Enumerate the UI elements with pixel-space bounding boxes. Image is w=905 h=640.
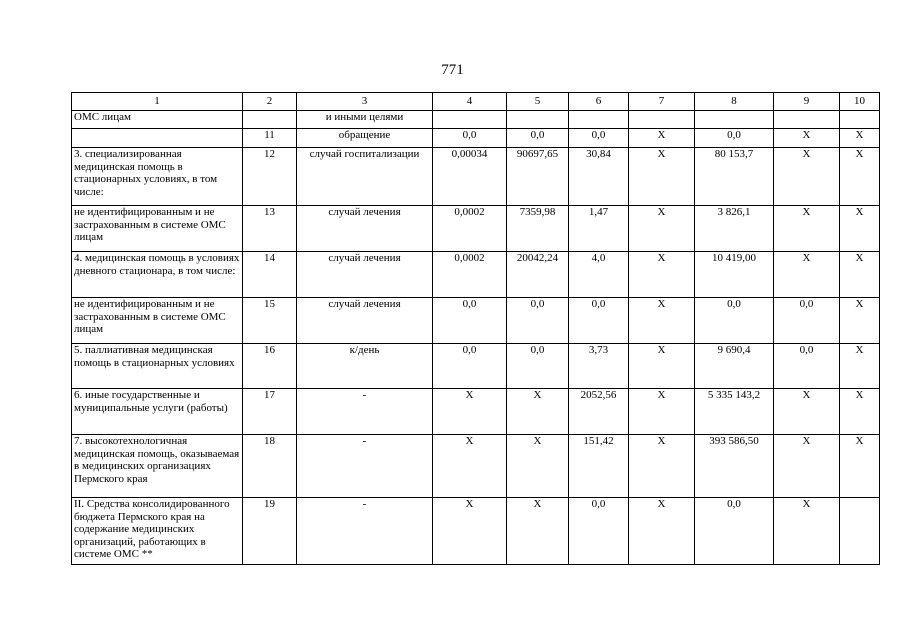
value-cell-col7: X	[629, 498, 695, 565]
data-table	[71, 92, 880, 565]
value-cell-col7	[629, 111, 695, 129]
value-cell-col5: 0,0	[507, 298, 569, 344]
row-code-cell: 11	[243, 129, 297, 148]
value-cell-col6: 3,73	[569, 344, 629, 389]
row-name-cell: не идентифицированным и не застрахованным в системе ОМС лицам	[72, 206, 243, 252]
value-cell-col10: X	[840, 129, 880, 148]
value-cell-col9: 0,0	[774, 298, 840, 344]
row-name-cell: 7. высокотехнологичная медицинская помощь, оказываемая в медицинских организациях Пермского края	[72, 435, 243, 498]
value-cell-col8	[695, 111, 774, 129]
row-code-cell: 13	[243, 206, 297, 252]
value-cell-col8: 393 586,50	[695, 435, 774, 498]
value-cell-col4: 0,0002	[433, 252, 507, 298]
value-cell-col10: X	[840, 252, 880, 298]
value-cell-col8: 0,0	[695, 498, 774, 565]
value-cell-col6: 151,42	[569, 435, 629, 498]
value-cell-col7: X	[629, 344, 695, 389]
value-cell-col7: X	[629, 389, 695, 435]
value-cell-col10: X	[840, 435, 880, 498]
value-cell-col6: 4,0	[569, 252, 629, 298]
row-unit-cell: к/день	[297, 344, 433, 389]
header-cell-8: 8	[695, 93, 774, 111]
value-cell-col7: X	[629, 298, 695, 344]
table-row	[72, 298, 880, 344]
row-unit-cell: и иными целями	[297, 111, 433, 129]
row-code-cell: 17	[243, 389, 297, 435]
value-cell-col8: 3 826,1	[695, 206, 774, 252]
value-cell-col9: X	[774, 498, 840, 565]
value-cell-col8: 0,0	[695, 298, 774, 344]
table-row	[72, 206, 880, 252]
value-cell-col4: 0,0	[433, 344, 507, 389]
value-cell-col10: X	[840, 206, 880, 252]
table-row	[72, 389, 880, 435]
value-cell-col5: 7359,98	[507, 206, 569, 252]
row-code-cell: 19	[243, 498, 297, 565]
value-cell-col9: X	[774, 148, 840, 206]
table-row	[72, 148, 880, 206]
row-unit-cell: случай госпитализации	[297, 148, 433, 206]
value-cell-col10: X	[840, 344, 880, 389]
value-cell-col6: 2052,56	[569, 389, 629, 435]
row-code-cell: 15	[243, 298, 297, 344]
row-name-cell: II. Средства консолидированного бюджета Пермского края на содержание медицинских организаций, работающих в системе ОМС **	[72, 498, 243, 565]
row-unit-cell: -	[297, 435, 433, 498]
row-unit-cell: -	[297, 498, 433, 565]
header-cell-1: 1	[72, 93, 243, 111]
row-name-cell: 5. паллиативная медицинская помощь в стационарных условиях	[72, 344, 243, 389]
value-cell-col10: X	[840, 389, 880, 435]
value-cell-col9: X	[774, 435, 840, 498]
table-row	[72, 111, 880, 129]
row-name-cell: 6. иные государственные и муниципальные услуги (работы)	[72, 389, 243, 435]
row-code-cell: 16	[243, 344, 297, 389]
header-cell-2: 2	[243, 93, 297, 111]
header-cell-6: 6	[569, 93, 629, 111]
value-cell-col10: X	[840, 148, 880, 206]
value-cell-col4: X	[433, 389, 507, 435]
value-cell-col4: X	[433, 498, 507, 565]
value-cell-col9	[774, 111, 840, 129]
value-cell-col4: 0,0002	[433, 206, 507, 252]
table-row	[72, 344, 880, 389]
value-cell-col6: 1,47	[569, 206, 629, 252]
value-cell-col8: 10 419,00	[695, 252, 774, 298]
value-cell-col8: 5 335 143,2	[695, 389, 774, 435]
value-cell-col5: 0,0	[507, 129, 569, 148]
value-cell-col5: X	[507, 498, 569, 565]
value-cell-col8: 80 153,7	[695, 148, 774, 206]
row-name-cell: не идентифицированным и не застрахованным в системе ОМС лицам	[72, 298, 243, 344]
row-unit-cell: случай лечения	[297, 206, 433, 252]
value-cell-col5	[507, 111, 569, 129]
row-unit-cell: случай лечения	[297, 298, 433, 344]
row-name-cell: 4. медицинская помощь в условиях дневного стационара, в том числе:	[72, 252, 243, 298]
value-cell-col6	[569, 111, 629, 129]
row-unit-cell: случай лечения	[297, 252, 433, 298]
value-cell-col8: 9 690,4	[695, 344, 774, 389]
value-cell-col10	[840, 498, 880, 565]
value-cell-col5: 0,0	[507, 344, 569, 389]
row-unit-cell: обращение	[297, 129, 433, 148]
row-name-cell: 3. специализированная медицинская помощь в стационарных условиях, в том числе:	[72, 148, 243, 206]
value-cell-col9: X	[774, 206, 840, 252]
value-cell-col4: 0,00034	[433, 148, 507, 206]
value-cell-col4: 0,0	[433, 298, 507, 344]
value-cell-col6: 30,84	[569, 148, 629, 206]
value-cell-col9: 0,0	[774, 344, 840, 389]
header-cell-10: 10	[840, 93, 880, 111]
header-cell-7: 7	[629, 93, 695, 111]
header-cell-5: 5	[507, 93, 569, 111]
value-cell-col4	[433, 111, 507, 129]
value-cell-col7: X	[629, 148, 695, 206]
page-number: 771	[441, 62, 464, 78]
header-cell-3: 3	[297, 93, 433, 111]
table-row	[72, 252, 880, 298]
header-row	[72, 93, 880, 111]
header-cell-4: 4	[433, 93, 507, 111]
value-cell-col9: X	[774, 252, 840, 298]
row-code-cell: 12	[243, 148, 297, 206]
value-cell-col10	[840, 111, 880, 129]
value-cell-col5: 20042,24	[507, 252, 569, 298]
value-cell-col9: X	[774, 129, 840, 148]
table-body	[72, 93, 880, 565]
value-cell-col6: 0,0	[569, 498, 629, 565]
table-row	[72, 435, 880, 498]
row-code-cell	[243, 111, 297, 129]
value-cell-col8: 0,0	[695, 129, 774, 148]
row-code-cell: 18	[243, 435, 297, 498]
row-name-cell: ОМС лицам	[72, 111, 243, 129]
value-cell-col7: X	[629, 435, 695, 498]
value-cell-col4: X	[433, 435, 507, 498]
row-code-cell: 14	[243, 252, 297, 298]
value-cell-col7: X	[629, 252, 695, 298]
row-unit-cell: -	[297, 389, 433, 435]
table-row	[72, 498, 880, 565]
row-name-cell	[72, 129, 243, 148]
value-cell-col7: X	[629, 129, 695, 148]
value-cell-col5: 90697,65	[507, 148, 569, 206]
value-cell-col9: X	[774, 389, 840, 435]
value-cell-col5: X	[507, 435, 569, 498]
value-cell-col6: 0,0	[569, 298, 629, 344]
header-cell-9: 9	[774, 93, 840, 111]
value-cell-col7: X	[629, 206, 695, 252]
value-cell-col6: 0,0	[569, 129, 629, 148]
value-cell-col5: X	[507, 389, 569, 435]
value-cell-col4: 0,0	[433, 129, 507, 148]
table-row	[72, 129, 880, 148]
value-cell-col10: X	[840, 298, 880, 344]
